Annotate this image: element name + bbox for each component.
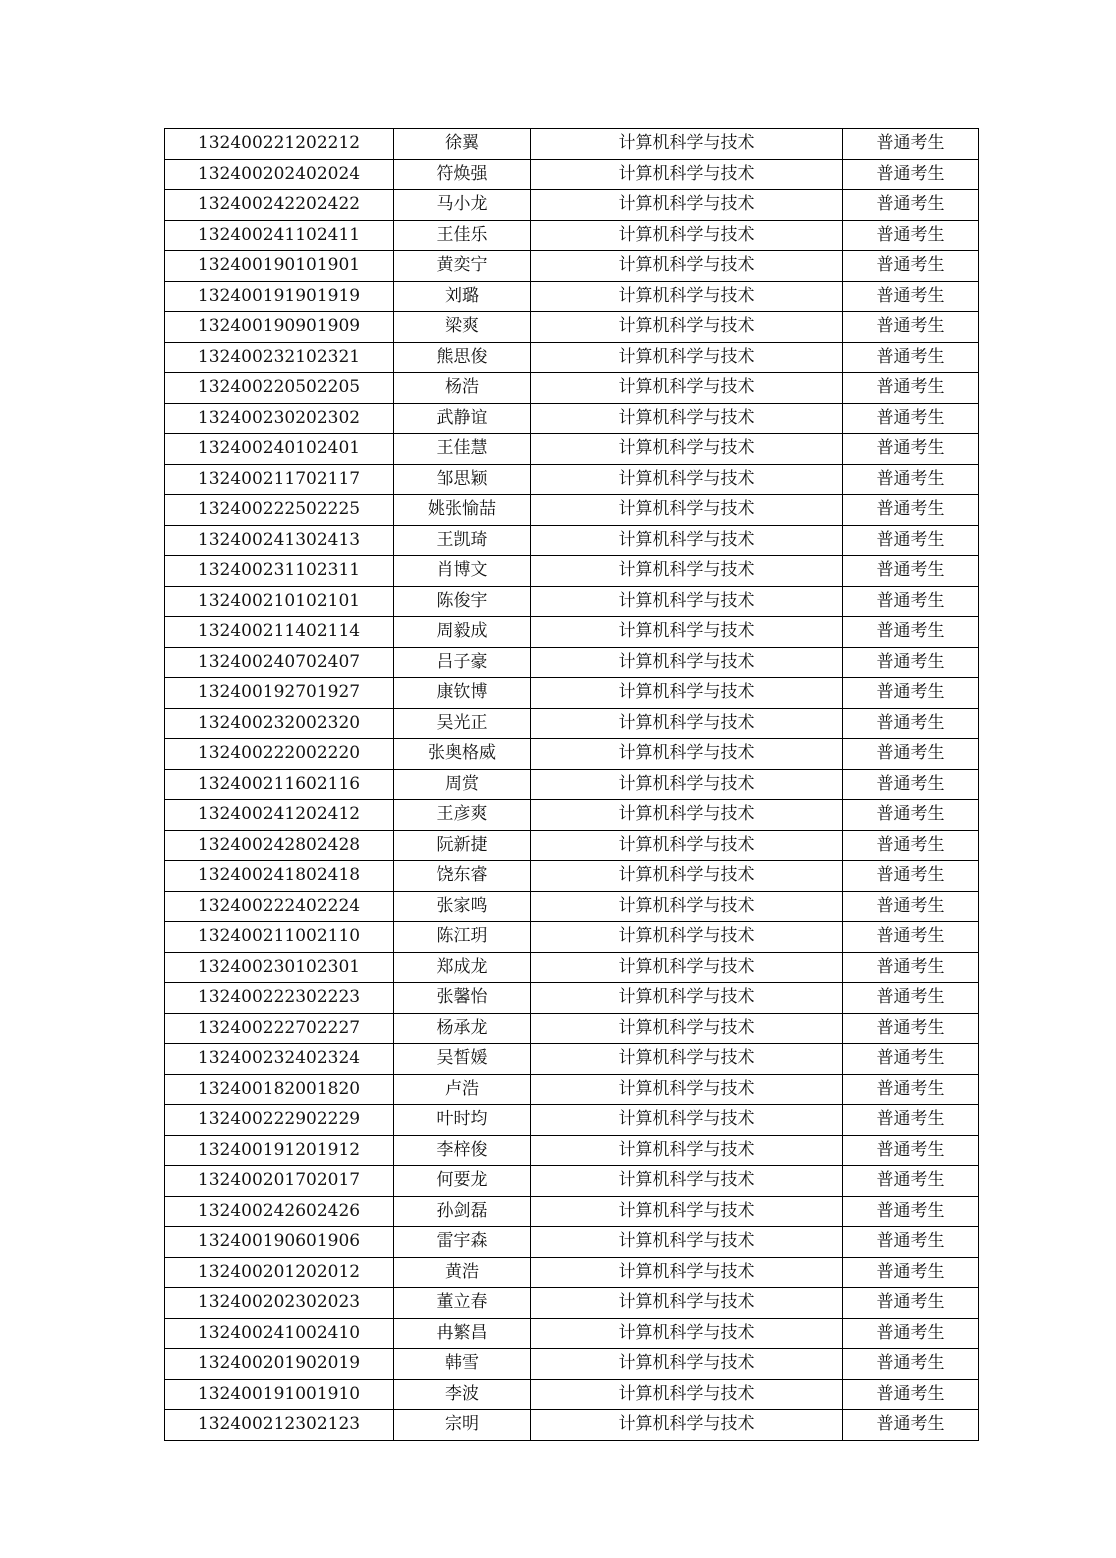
- candidate-name-cell: 宗明: [394, 1410, 531, 1441]
- major-cell: 计算机科学与技术: [531, 861, 843, 892]
- major-cell: 计算机科学与技术: [531, 281, 843, 312]
- table-row: [165, 1196, 979, 1227]
- candidate-type-cell: 普通考生: [843, 403, 979, 434]
- table-row: [165, 159, 979, 190]
- exam-number-cell: 132400201702017: [165, 1166, 394, 1197]
- exam-number-cell: 132400182001820: [165, 1074, 394, 1105]
- candidate-name-cell: 黄浩: [394, 1257, 531, 1288]
- exam-number-cell: 132400222402224: [165, 891, 394, 922]
- exam-number-cell: 132400201902019: [165, 1349, 394, 1380]
- major-cell: 计算机科学与技术: [531, 922, 843, 953]
- table-row: [165, 342, 979, 373]
- table-row: [165, 739, 979, 770]
- exam-number-cell: 132400210102101: [165, 586, 394, 617]
- candidate-type-cell: 普通考生: [843, 434, 979, 465]
- major-cell: 计算机科学与技术: [531, 952, 843, 983]
- exam-number-cell: 132400211002110: [165, 922, 394, 953]
- candidate-type-cell: 普通考生: [843, 220, 979, 251]
- major-cell: 计算机科学与技术: [531, 1013, 843, 1044]
- major-cell: 计算机科学与技术: [531, 434, 843, 465]
- candidate-table-body: [165, 129, 979, 1441]
- candidate-type-cell: 普通考生: [843, 1257, 979, 1288]
- candidate-type-cell: 普通考生: [843, 1227, 979, 1258]
- candidate-name-cell: 冉繁昌: [394, 1318, 531, 1349]
- candidate-name-cell: 杨承龙: [394, 1013, 531, 1044]
- candidate-type-cell: 普通考生: [843, 373, 979, 404]
- candidate-name-cell: 饶东睿: [394, 861, 531, 892]
- major-cell: 计算机科学与技术: [531, 1227, 843, 1258]
- exam-number-cell: 132400232102321: [165, 342, 394, 373]
- table-row: [165, 1349, 979, 1380]
- exam-number-cell: 132400241102411: [165, 220, 394, 251]
- candidate-name-cell: 孙剑磊: [394, 1196, 531, 1227]
- major-cell: 计算机科学与技术: [531, 983, 843, 1014]
- table-row: [165, 312, 979, 343]
- exam-number-cell: 132400222302223: [165, 983, 394, 1014]
- table-row: [165, 1288, 979, 1319]
- major-cell: 计算机科学与技术: [531, 342, 843, 373]
- candidate-type-cell: 普通考生: [843, 1074, 979, 1105]
- exam-number-cell: 132400191201912: [165, 1135, 394, 1166]
- candidate-type-cell: 普通考生: [843, 342, 979, 373]
- major-cell: 计算机科学与技术: [531, 1410, 843, 1441]
- table-row: [165, 403, 979, 434]
- candidate-type-cell: 普通考生: [843, 525, 979, 556]
- candidate-name-cell: 陈江玥: [394, 922, 531, 953]
- major-cell: 计算机科学与技术: [531, 159, 843, 190]
- major-cell: 计算机科学与技术: [531, 525, 843, 556]
- candidate-type-cell: 普通考生: [843, 251, 979, 282]
- exam-number-cell: 132400241302413: [165, 525, 394, 556]
- exam-number-cell: 132400241202412: [165, 800, 394, 831]
- exam-number-cell: 132400190901909: [165, 312, 394, 343]
- major-cell: 计算机科学与技术: [531, 586, 843, 617]
- candidate-type-cell: 普通考生: [843, 1349, 979, 1380]
- candidate-type-cell: 普通考生: [843, 1318, 979, 1349]
- candidate-name-cell: 姚张愉喆: [394, 495, 531, 526]
- table-row: [165, 1074, 979, 1105]
- major-cell: 计算机科学与技术: [531, 1318, 843, 1349]
- candidate-name-cell: 叶时均: [394, 1105, 531, 1136]
- table-row: [165, 1105, 979, 1136]
- major-cell: 计算机科学与技术: [531, 891, 843, 922]
- exam-number-cell: 132400220502205: [165, 373, 394, 404]
- candidate-type-cell: 普通考生: [843, 647, 979, 678]
- candidate-type-cell: 普通考生: [843, 891, 979, 922]
- candidate-type-cell: 普通考生: [843, 190, 979, 221]
- exam-number-cell: 132400240702407: [165, 647, 394, 678]
- major-cell: 计算机科学与技术: [531, 403, 843, 434]
- candidate-name-cell: 何要龙: [394, 1166, 531, 1197]
- candidate-name-cell: 马小龙: [394, 190, 531, 221]
- table-row: [165, 495, 979, 526]
- table-row: [165, 1227, 979, 1258]
- major-cell: 计算机科学与技术: [531, 1044, 843, 1075]
- major-cell: 计算机科学与技术: [531, 464, 843, 495]
- exam-number-cell: 132400232002320: [165, 708, 394, 739]
- table-row: [165, 464, 979, 495]
- exam-number-cell: 132400242802428: [165, 830, 394, 861]
- candidate-type-cell: 普通考生: [843, 1166, 979, 1197]
- table-row: [165, 129, 979, 160]
- candidate-name-cell: 卢浩: [394, 1074, 531, 1105]
- exam-number-cell: 132400192701927: [165, 678, 394, 709]
- major-cell: 计算机科学与技术: [531, 800, 843, 831]
- exam-number-cell: 132400242202422: [165, 190, 394, 221]
- major-cell: 计算机科学与技术: [531, 495, 843, 526]
- table-row: [165, 1257, 979, 1288]
- candidate-type-cell: 普通考生: [843, 678, 979, 709]
- exam-number-cell: 132400230202302: [165, 403, 394, 434]
- major-cell: 计算机科学与技术: [531, 1074, 843, 1105]
- major-cell: 计算机科学与技术: [531, 708, 843, 739]
- exam-number-cell: 132400241802418: [165, 861, 394, 892]
- exam-number-cell: 132400222502225: [165, 495, 394, 526]
- table-row: [165, 1166, 979, 1197]
- candidate-name-cell: 李波: [394, 1379, 531, 1410]
- candidate-type-cell: 普通考生: [843, 861, 979, 892]
- exam-number-cell: 132400221202212: [165, 129, 394, 160]
- candidate-name-cell: 吕子豪: [394, 647, 531, 678]
- candidate-name-cell: 邹思颖: [394, 464, 531, 495]
- exam-number-cell: 132400230102301: [165, 952, 394, 983]
- major-cell: 计算机科学与技术: [531, 220, 843, 251]
- table-row: [165, 708, 979, 739]
- major-cell: 计算机科学与技术: [531, 1257, 843, 1288]
- candidate-type-cell: 普通考生: [843, 464, 979, 495]
- candidate-type-cell: 普通考生: [843, 800, 979, 831]
- table-row: [165, 678, 979, 709]
- table-row: [165, 190, 979, 221]
- exam-number-cell: 132400222702227: [165, 1013, 394, 1044]
- exam-number-cell: 132400202402024: [165, 159, 394, 190]
- candidate-type-cell: 普通考生: [843, 830, 979, 861]
- candidate-name-cell: 张家鸣: [394, 891, 531, 922]
- major-cell: 计算机科学与技术: [531, 830, 843, 861]
- candidate-name-cell: 王佳慧: [394, 434, 531, 465]
- major-cell: 计算机科学与技术: [531, 312, 843, 343]
- major-cell: 计算机科学与技术: [531, 129, 843, 160]
- table-row: [165, 647, 979, 678]
- major-cell: 计算机科学与技术: [531, 373, 843, 404]
- table-row: [165, 251, 979, 282]
- candidate-type-cell: 普通考生: [843, 1135, 979, 1166]
- major-cell: 计算机科学与技术: [531, 556, 843, 587]
- exam-number-cell: 132400211702117: [165, 464, 394, 495]
- major-cell: 计算机科学与技术: [531, 1196, 843, 1227]
- candidate-type-cell: 普通考生: [843, 1105, 979, 1136]
- exam-number-cell: 132400241002410: [165, 1318, 394, 1349]
- major-cell: 计算机科学与技术: [531, 739, 843, 770]
- candidate-name-cell: 王凯琦: [394, 525, 531, 556]
- table-row: [165, 586, 979, 617]
- major-cell: 计算机科学与技术: [531, 678, 843, 709]
- table-row: [165, 922, 979, 953]
- exam-number-cell: 132400211402114: [165, 617, 394, 648]
- candidate-type-cell: 普通考生: [843, 129, 979, 160]
- candidate-type-cell: 普通考生: [843, 1044, 979, 1075]
- table-row: [165, 281, 979, 312]
- exam-number-cell: 132400242602426: [165, 1196, 394, 1227]
- candidate-name-cell: 杨浩: [394, 373, 531, 404]
- candidate-name-cell: 雷宇森: [394, 1227, 531, 1258]
- candidate-name-cell: 王佳乐: [394, 220, 531, 251]
- exam-number-cell: 132400222902229: [165, 1105, 394, 1136]
- major-cell: 计算机科学与技术: [531, 1166, 843, 1197]
- candidate-type-cell: 普通考生: [843, 281, 979, 312]
- candidate-name-cell: 陈俊宇: [394, 586, 531, 617]
- exam-number-cell: 132400211602116: [165, 769, 394, 800]
- candidate-type-cell: 普通考生: [843, 922, 979, 953]
- exam-number-cell: 132400222002220: [165, 739, 394, 770]
- candidate-name-cell: 周赏: [394, 769, 531, 800]
- candidate-name-cell: 徐翼: [394, 129, 531, 160]
- table-row: [165, 220, 979, 251]
- candidate-type-cell: 普通考生: [843, 312, 979, 343]
- table-row: [165, 1318, 979, 1349]
- exam-number-cell: 132400240102401: [165, 434, 394, 465]
- candidate-type-cell: 普通考生: [843, 769, 979, 800]
- candidate-name-cell: 熊思俊: [394, 342, 531, 373]
- table-row: [165, 1013, 979, 1044]
- candidate-type-cell: 普通考生: [843, 159, 979, 190]
- table-row: [165, 983, 979, 1014]
- exam-number-cell: 132400190101901: [165, 251, 394, 282]
- major-cell: 计算机科学与技术: [531, 190, 843, 221]
- candidate-type-cell: 普通考生: [843, 739, 979, 770]
- candidate-name-cell: 阮新捷: [394, 830, 531, 861]
- table-row: [165, 861, 979, 892]
- candidate-type-cell: 普通考生: [843, 586, 979, 617]
- candidate-name-cell: 武静谊: [394, 403, 531, 434]
- exam-number-cell: 132400212302123: [165, 1410, 394, 1441]
- major-cell: 计算机科学与技术: [531, 1349, 843, 1380]
- major-cell: 计算机科学与技术: [531, 647, 843, 678]
- table-row: [165, 1379, 979, 1410]
- candidate-name-cell: 李梓俊: [394, 1135, 531, 1166]
- candidate-name-cell: 张馨怡: [394, 983, 531, 1014]
- candidate-name-cell: 康钦博: [394, 678, 531, 709]
- exam-number-cell: 132400190601906: [165, 1227, 394, 1258]
- candidate-type-cell: 普通考生: [843, 617, 979, 648]
- major-cell: 计算机科学与技术: [531, 617, 843, 648]
- major-cell: 计算机科学与技术: [531, 1105, 843, 1136]
- table-row: [165, 556, 979, 587]
- candidate-type-cell: 普通考生: [843, 556, 979, 587]
- exam-number-cell: 132400232402324: [165, 1044, 394, 1075]
- candidate-name-cell: 肖博文: [394, 556, 531, 587]
- table-row: [165, 617, 979, 648]
- table-row: [165, 800, 979, 831]
- table-row: [165, 1044, 979, 1075]
- exam-number-cell: 132400191901919: [165, 281, 394, 312]
- major-cell: 计算机科学与技术: [531, 1288, 843, 1319]
- candidate-name-cell: 董立春: [394, 1288, 531, 1319]
- table-row: [165, 891, 979, 922]
- candidate-name-cell: 吴光正: [394, 708, 531, 739]
- candidate-type-cell: 普通考生: [843, 1410, 979, 1441]
- candidate-name-cell: 周毅成: [394, 617, 531, 648]
- candidate-type-cell: 普通考生: [843, 1379, 979, 1410]
- major-cell: 计算机科学与技术: [531, 1379, 843, 1410]
- candidate-type-cell: 普通考生: [843, 1196, 979, 1227]
- table-row: [165, 769, 979, 800]
- table-row: [165, 373, 979, 404]
- major-cell: 计算机科学与技术: [531, 769, 843, 800]
- candidate-name-cell: 韩雪: [394, 1349, 531, 1380]
- exam-number-cell: 132400202302023: [165, 1288, 394, 1319]
- exam-number-cell: 132400191001910: [165, 1379, 394, 1410]
- candidate-type-cell: 普通考生: [843, 1288, 979, 1319]
- exam-number-cell: 132400201202012: [165, 1257, 394, 1288]
- candidate-type-cell: 普通考生: [843, 495, 979, 526]
- candidate-type-cell: 普通考生: [843, 952, 979, 983]
- candidate-type-cell: 普通考生: [843, 983, 979, 1014]
- table-row: [165, 952, 979, 983]
- table-row: [165, 525, 979, 556]
- major-cell: 计算机科学与技术: [531, 251, 843, 282]
- exam-number-cell: 132400231102311: [165, 556, 394, 587]
- candidate-table: [164, 128, 979, 1441]
- table-row: [165, 830, 979, 861]
- candidate-name-cell: 刘璐: [394, 281, 531, 312]
- candidate-name-cell: 张奥格威: [394, 739, 531, 770]
- candidate-name-cell: 王彦爽: [394, 800, 531, 831]
- candidate-name-cell: 梁爽: [394, 312, 531, 343]
- candidate-type-cell: 普通考生: [843, 1013, 979, 1044]
- candidate-name-cell: 郑成龙: [394, 952, 531, 983]
- table-row: [165, 1410, 979, 1441]
- candidate-name-cell: 符焕强: [394, 159, 531, 190]
- table-row: [165, 434, 979, 465]
- candidate-type-cell: 普通考生: [843, 708, 979, 739]
- candidate-name-cell: 黄奕宁: [394, 251, 531, 282]
- table-row: [165, 1135, 979, 1166]
- major-cell: 计算机科学与技术: [531, 1135, 843, 1166]
- candidate-name-cell: 吴皙媛: [394, 1044, 531, 1075]
